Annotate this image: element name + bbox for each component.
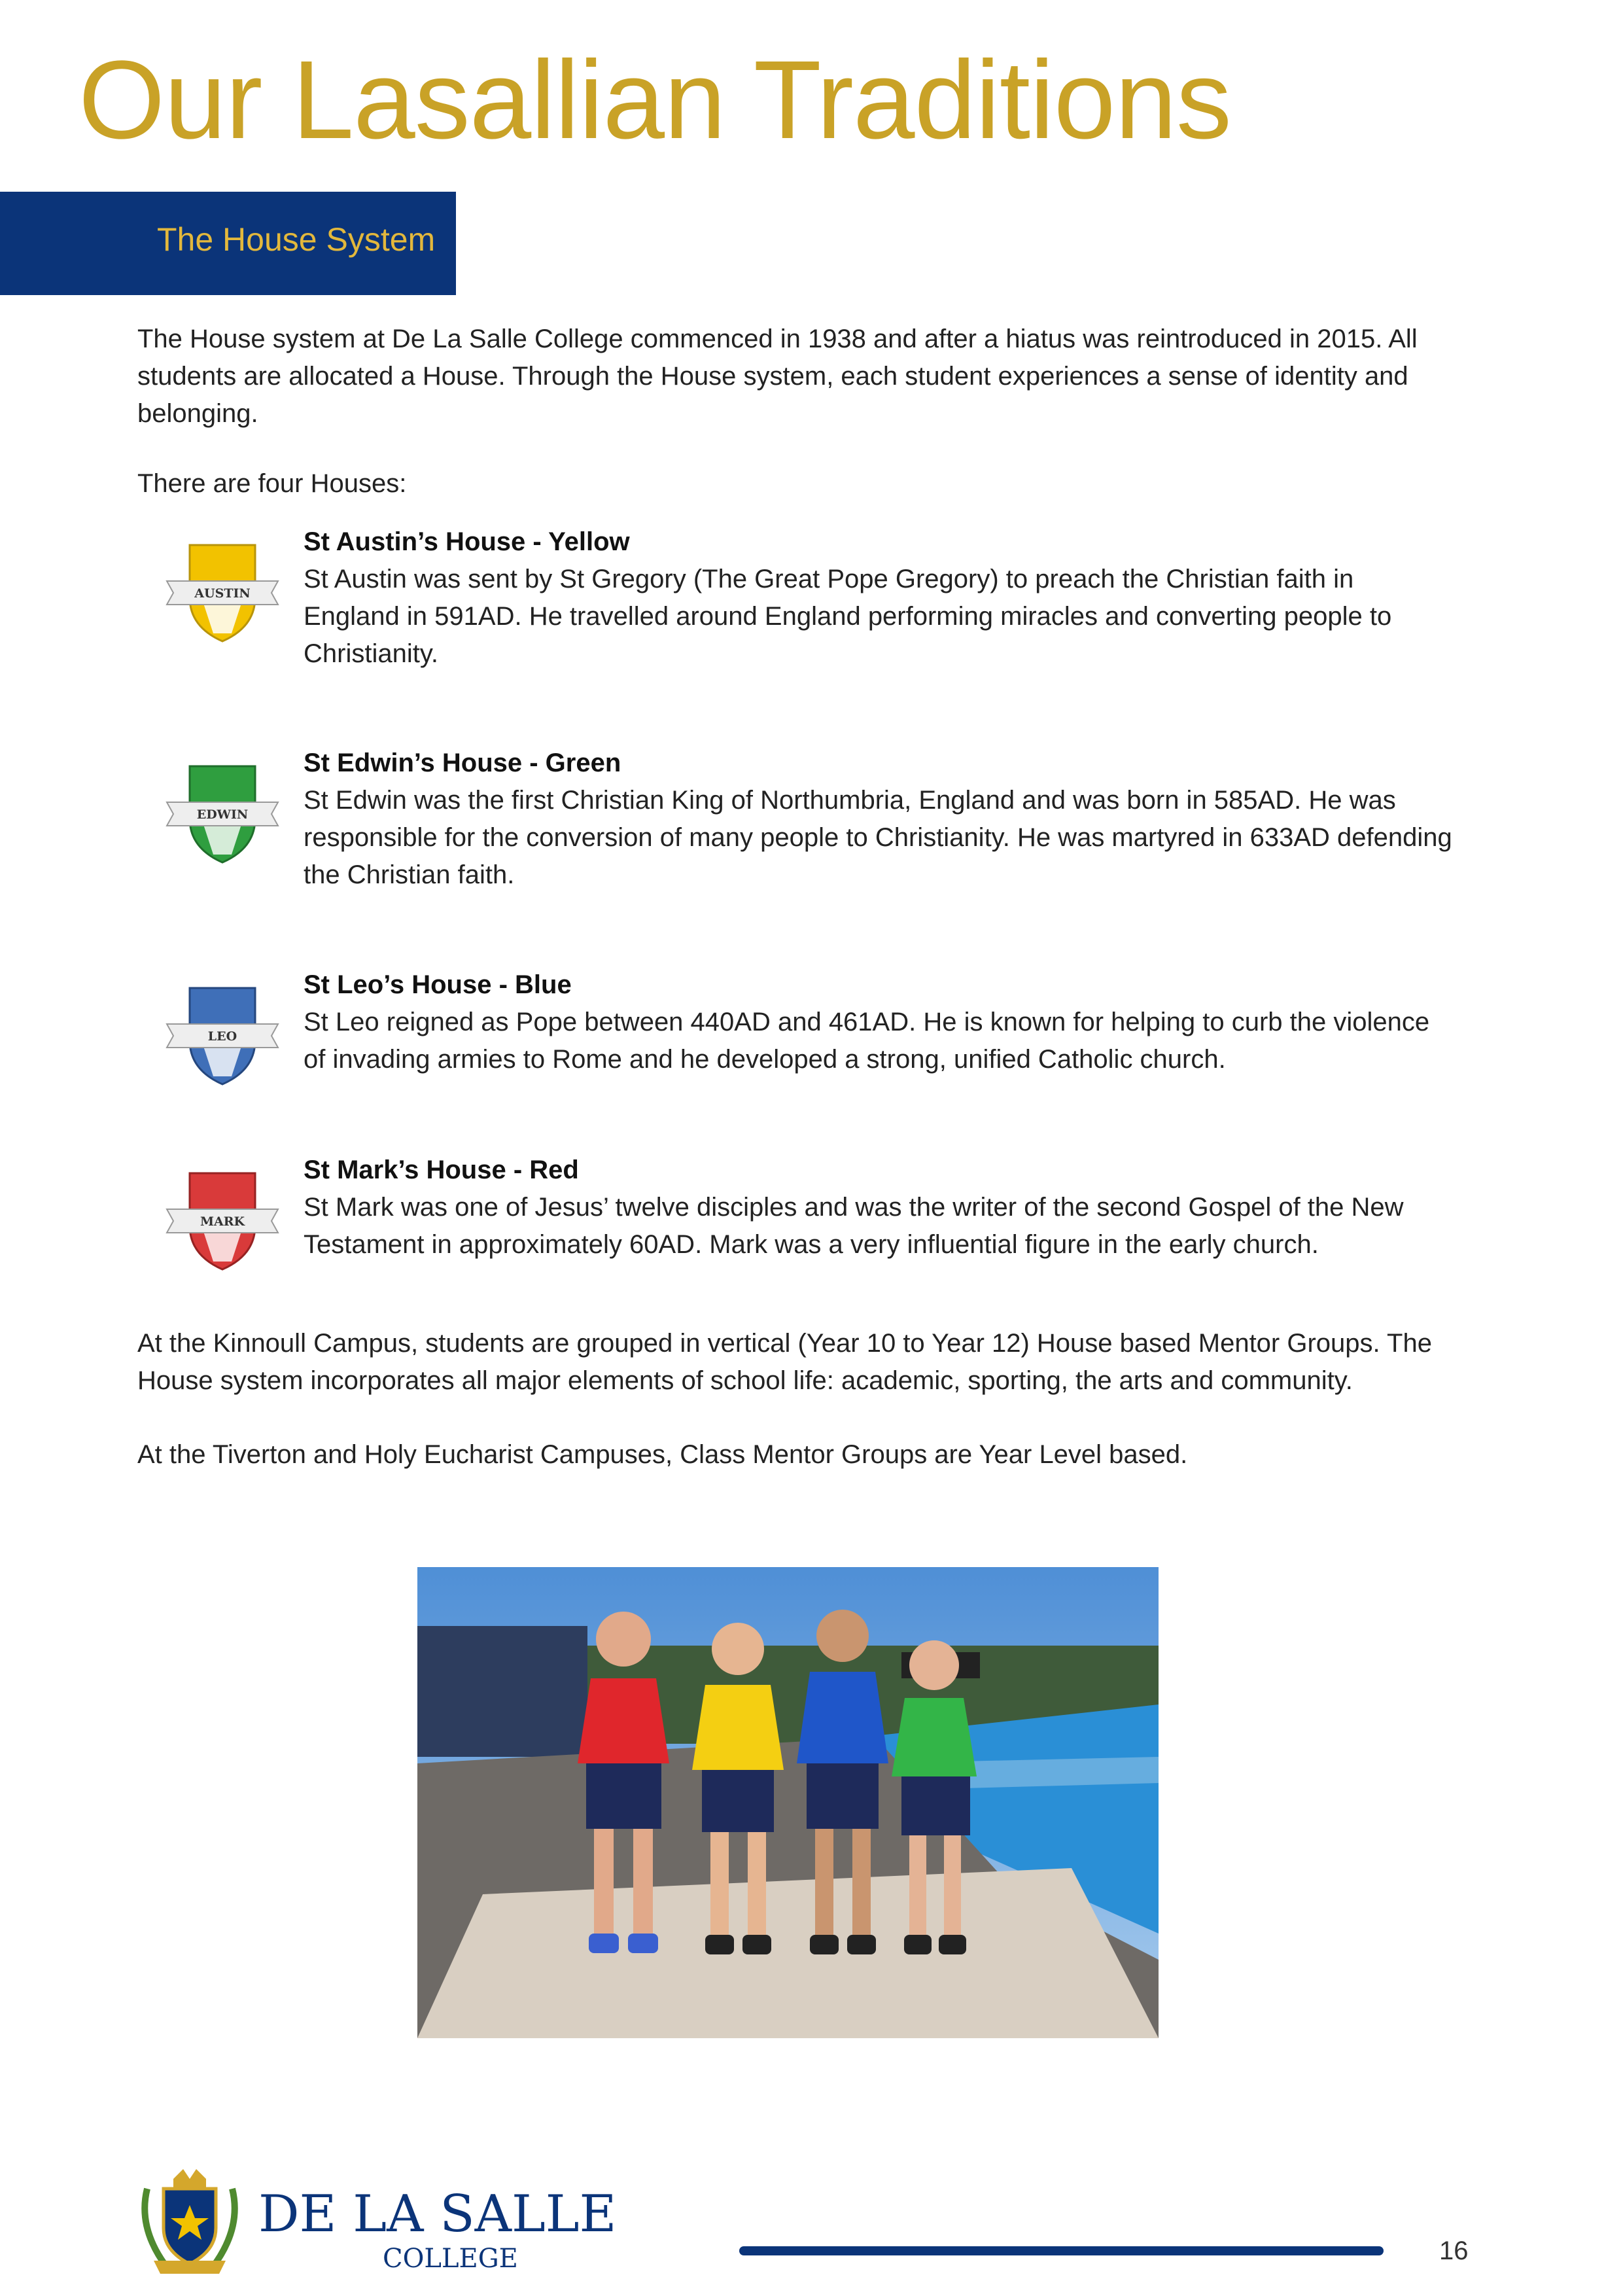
footer-divider <box>739 2246 1384 2255</box>
students-photo-image <box>417 1567 1159 2038</box>
house-description: St Edwin was the first Christian King of Northumbria, England and was born in 585AD. He was responsible for the conversion of many people to Christianity. He was martyred in 633AD defending the Christian faith. <box>304 786 1452 889</box>
house-name: St Austin’s House - Yellow <box>304 527 630 556</box>
page-number: 16 <box>1439 2236 1469 2265</box>
crest-label: LEO <box>207 1029 237 1044</box>
mark-crest-icon <box>164 1163 281 1275</box>
house-name: St Edwin’s House - Green <box>304 749 621 777</box>
austin-crest-icon <box>164 535 281 646</box>
logo-subtitle: COLLEGE <box>383 2244 518 2274</box>
logo-name: DE LA SALLE <box>258 2185 617 2244</box>
kinnoull-paragraph: At the Kinnoull Campus, students are grouped in vertical (Year 10 to Year 12) House based Mentor Groups. The House system incorporates all major elements of school life: academic, sporting, the arts and community. <box>137 1329 1432 1395</box>
house-description: St Mark was one of Jesus’ twelve disciples and was the writer of the second Gospel of the New Testament in approximately 60AD. Mark was a very influential figure in the early church. <box>304 1193 1404 1259</box>
house-name: St Leo’s House - Blue <box>304 970 572 999</box>
crest-label: AUSTIN <box>194 586 251 601</box>
crest-label: EDWIN <box>196 807 249 822</box>
section-banner <box>0 192 456 295</box>
houses-intro: There are four Houses: <box>137 469 407 498</box>
de-la-salle-logo <box>134 2163 617 2280</box>
intro-paragraph: The House system at De La Salle College commenced in 1938 and after a hiatus was reintroduced in 2015. All students are allocated a House. Through the House system, each student experiences a sense of identity and belonging. <box>137 325 1418 428</box>
section-title: The House System <box>157 221 436 258</box>
page-title: Our Lasallian Traditions <box>79 38 1231 162</box>
edwin-crest-icon <box>164 756 281 868</box>
house-name: St Mark’s House - Red <box>304 1156 579 1184</box>
leo-crest-icon <box>164 978 281 1089</box>
tiverton-paragraph: At the Tiverton and Holy Eucharist Campuses, Class Mentor Groups are Year Level based. <box>137 1440 1188 1469</box>
students-photo <box>417 1567 1159 2038</box>
house-description: St Leo reigned as Pope between 440AD and 461AD. He is known for helping to curb the violence of invading armies to Rome and he developed a strong, unified Catholic church. <box>304 1008 1430 1074</box>
crest-label: MARK <box>200 1214 245 1229</box>
house-description: St Austin was sent by St Gregory (The Great Pope Gregory) to preach the Christian faith in England in 591AD. He travelled around England performing miracles and converting people to Christianity. <box>304 565 1392 668</box>
